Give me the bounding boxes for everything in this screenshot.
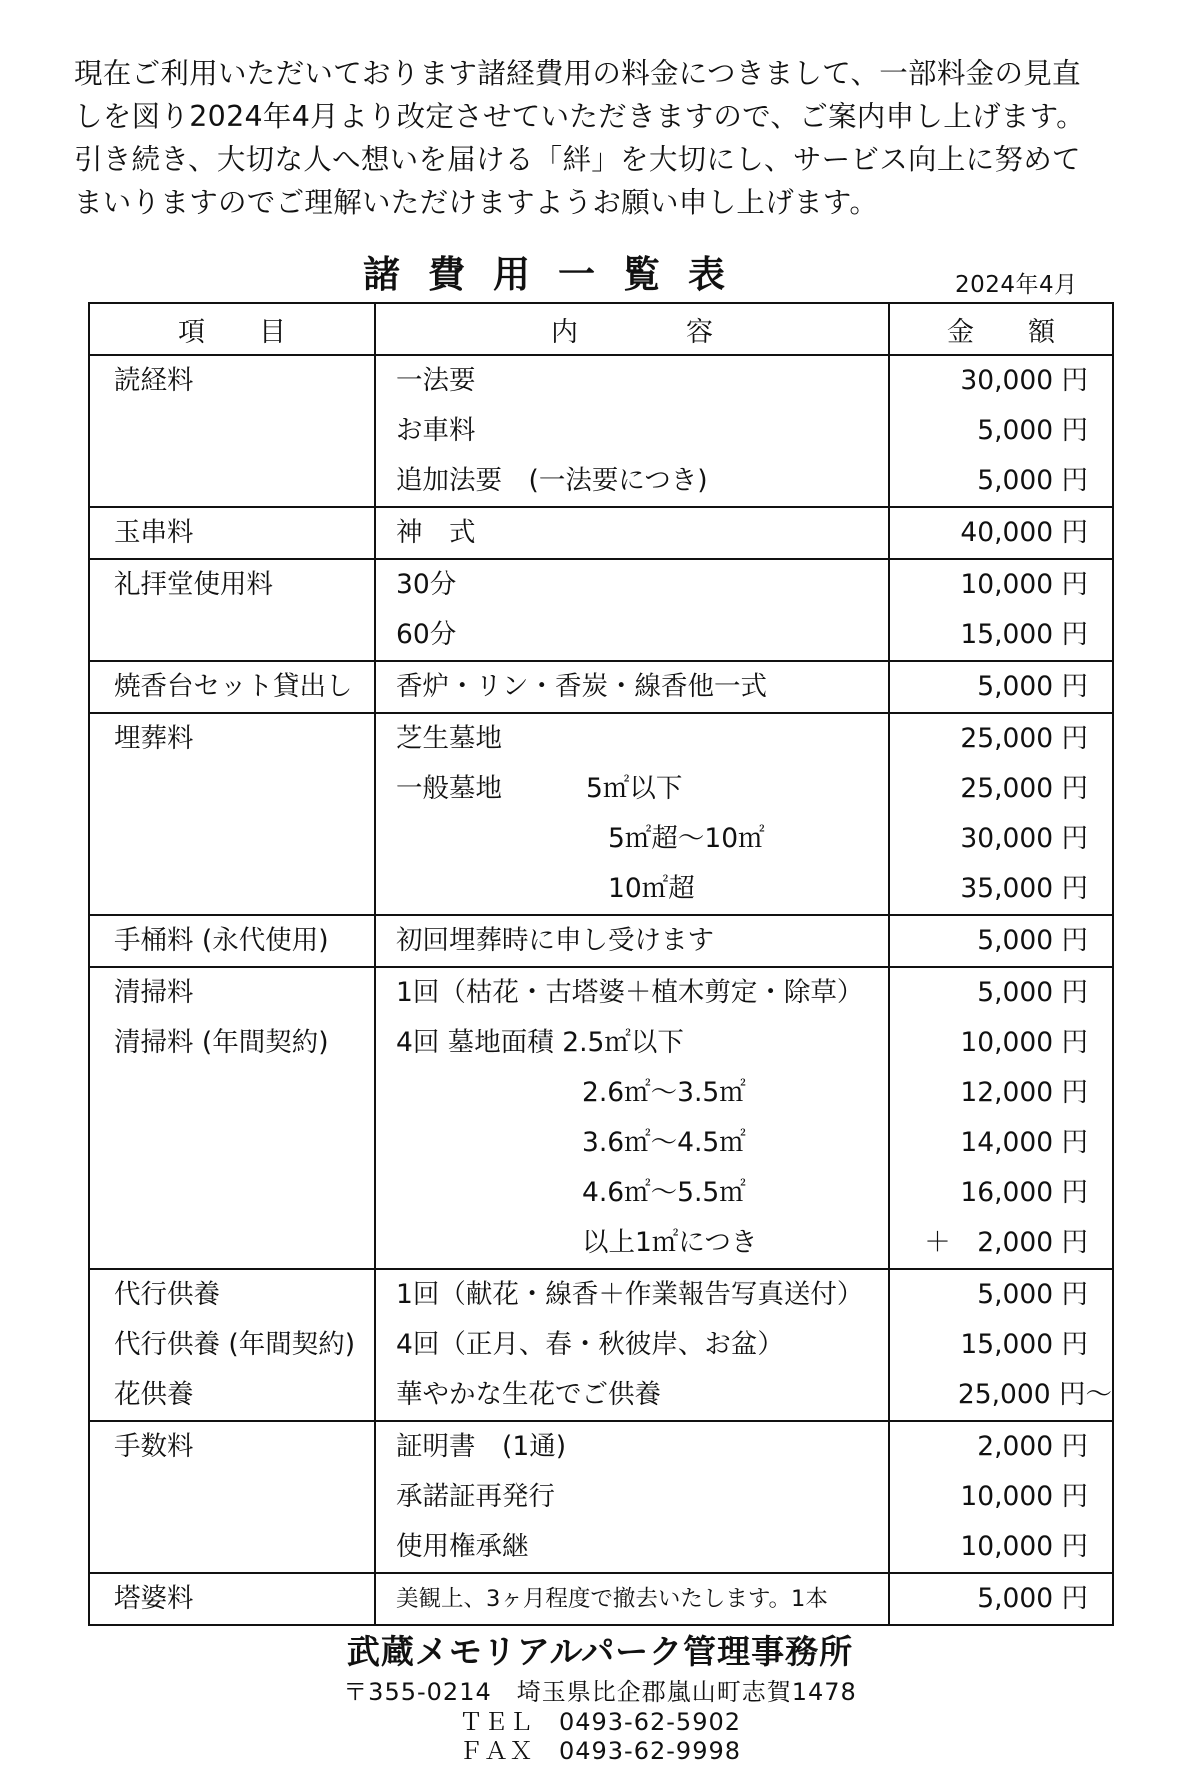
fee-item-label: 代行供養 (年間契約): [114, 1329, 356, 1360]
fee-amount: 30,000 円: [960, 365, 1088, 396]
fee-group: [89, 1269, 1113, 1421]
fee-amount: 5,000 円: [977, 1279, 1088, 1310]
fee-content-cell: [375, 507, 889, 559]
office-tel: ＴＥＬ 0493-62-5902: [458, 1708, 741, 1736]
table-row: [89, 967, 1113, 1269]
intro-line: 引き続き、大切な人へ想いを届ける「絆」を大切にし、サービス向上に努めて: [74, 143, 1081, 176]
fee-amount: 5,000 円: [977, 671, 1088, 702]
fee-amount-cell: [889, 1269, 1113, 1421]
fee-content-line: 華やかな生花でご供養: [396, 1379, 661, 1410]
revision-date: 2024年4月: [955, 272, 1078, 298]
fee-item-label: 清掃料: [114, 977, 194, 1008]
fee-content-main: 一般墓地: [396, 773, 502, 804]
office-name: 武蔵メモリアルパーク管理事務所: [346, 1632, 854, 1671]
fee-amount: 10,000 円: [960, 1481, 1088, 1512]
fee-group: [89, 507, 1113, 559]
fee-amount: 25,000 円: [960, 773, 1088, 804]
fee-amount: 12,000 円: [960, 1077, 1088, 1108]
header-content: 内 容: [375, 303, 889, 355]
office-fax: ＦＡＸ 0493-62-9998: [458, 1737, 741, 1765]
fee-amount: 25,000 円～: [957, 1379, 1112, 1410]
fee-item-cell: [89, 355, 375, 507]
fee-amount: 16,000 円: [960, 1177, 1088, 1208]
fee-item-label: 塔婆料: [114, 1583, 194, 1614]
intro-line: 現在ご利用いただいております諸経費用の料金につきまして、一部料金の見直: [74, 57, 1081, 90]
fee-amount: 40,000 円: [960, 517, 1088, 548]
fee-table-header: [89, 303, 1113, 355]
fee-content-cell: [375, 355, 889, 507]
fee-amount: 25,000 円: [960, 723, 1088, 754]
fee-item-label: 手数料: [114, 1431, 194, 1462]
fee-amount-cell: [889, 559, 1113, 661]
fee-amount: 5,000 円: [977, 977, 1088, 1008]
table-row: [89, 1269, 1113, 1421]
fee-content-line: 証明書 (1通): [396, 1431, 567, 1462]
fee-amount: 35,000 円: [960, 873, 1088, 904]
title-text: 諸費用一覧表: [363, 253, 753, 296]
fee-content-line: 30分: [396, 569, 457, 600]
fee-group: [89, 1573, 1113, 1625]
fee-amount-cell: [889, 713, 1113, 915]
fee-table: [88, 302, 1114, 1626]
fee-amount: 10,000 円: [960, 1027, 1088, 1058]
fee-amount: ＋ 2,000 円: [924, 1227, 1088, 1258]
office-address: 〒355-0214 埼玉県比企郡嵐山町志賀1478: [343, 1678, 857, 1706]
header-item: 項 目: [89, 303, 375, 355]
fee-item-label: 玉串料: [114, 517, 194, 548]
fee-item-cell: [89, 1421, 375, 1573]
fee-group: [89, 915, 1113, 967]
fee-content-cell: [375, 559, 889, 661]
fee-item-label: 代行供養: [114, 1279, 220, 1310]
fee-item-cell: [89, 967, 375, 1269]
fee-content-line: 60分: [396, 619, 457, 650]
fee-content-line: 一法要: [396, 365, 476, 396]
fee-group: [89, 1421, 1113, 1573]
table-row: [89, 661, 1113, 713]
fee-content-sub: 4.6㎡～5.5㎡: [582, 1177, 746, 1208]
fee-content-cell: [375, 1573, 889, 1625]
fee-amount-cell: [889, 1573, 1113, 1625]
fee-amount: 10,000 円: [960, 569, 1088, 600]
fee-content-line: [376, 764, 888, 814]
fee-item-label: 読経料: [114, 365, 194, 396]
table-row: [89, 559, 1113, 661]
fee-content-cell: [375, 967, 889, 1269]
fee-amount: 5,000 円: [977, 415, 1088, 446]
fee-content-line: 芝生墓地: [396, 723, 502, 754]
table-row: [89, 713, 1113, 915]
fee-item-cell: [89, 559, 375, 661]
fee-amount: 15,000 円: [960, 1329, 1088, 1360]
fee-amount-cell: [889, 355, 1113, 507]
fee-group: [89, 967, 1113, 1269]
table-row: [89, 507, 1113, 559]
fee-content-cell: [375, 661, 889, 713]
fee-content-line: 美観上、3ヶ月程度で撤去いたします。1本: [396, 1586, 828, 1612]
fee-content-cell: [375, 1421, 889, 1573]
intro-line: まいりますのでご理解いただけますようお願い申し上げます。: [74, 186, 879, 219]
fee-amount: 5,000 円: [977, 1583, 1088, 1614]
fee-content-cell: [375, 915, 889, 967]
fee-content-line: 初回埋葬時に申し受けます: [396, 925, 714, 956]
table-row: [89, 915, 1113, 967]
fee-content-line: 承諾証再発行: [396, 1481, 555, 1512]
fee-amount: 2,000 円: [977, 1431, 1088, 1462]
header-amount: 金 額: [889, 303, 1113, 355]
fee-item-cell: [89, 1573, 375, 1625]
fee-group: [89, 355, 1113, 507]
fee-content-line: 使用権承継: [396, 1531, 529, 1562]
fee-content-sub: 10㎡超: [608, 873, 695, 904]
fee-content-line: 香炉・リン・香炭・線香他一式: [396, 671, 767, 702]
fee-group: [89, 661, 1113, 713]
fee-content-line: 神 式: [396, 517, 476, 548]
intro-line: しを図り2024年4月より改定させていただきますので、ご案内申し上げます。: [74, 100, 1085, 133]
fee-content-sub: 3.6㎡～4.5㎡: [582, 1127, 746, 1158]
fee-amount: 30,000 円: [960, 823, 1088, 854]
intro-paragraph: [74, 52, 1134, 224]
fee-content-cell: [375, 713, 889, 915]
fee-amount: 14,000 円: [960, 1127, 1088, 1158]
fee-amount-cell: [889, 967, 1113, 1269]
fee-amount-cell: [889, 507, 1113, 559]
fee-content-line: 4回（正月、春・秋彼岸、お盆）: [396, 1329, 784, 1360]
fee-content-line: 1回（献花・線香＋作業報告写真送付）: [396, 1279, 864, 1310]
fee-item-cell: [89, 915, 375, 967]
fee-item-cell: [89, 661, 375, 713]
table-row: [89, 1573, 1113, 1625]
fee-item-label: 花供養: [114, 1379, 194, 1410]
fee-amount-cell: [889, 661, 1113, 713]
fee-item-label: 手桶料 (永代使用): [114, 925, 329, 956]
fee-content-sub: 5㎡以下: [586, 773, 683, 804]
fee-item-cell: [89, 713, 375, 915]
fee-content-sub: 5㎡超～10㎡: [608, 823, 765, 854]
fee-content-sub: 2.6㎡～3.5㎡: [582, 1077, 746, 1108]
fee-group: [89, 713, 1113, 915]
fee-item-cell: [89, 507, 375, 559]
fee-item-label: 清掃料 (年間契約): [114, 1027, 329, 1058]
fee-content-line: 追加法要 (一法要につき): [396, 465, 708, 496]
fee-item-cell: [89, 1269, 375, 1421]
fee-amount: 10,000 円: [960, 1531, 1088, 1562]
fee-amount: 5,000 円: [977, 925, 1088, 956]
fee-content-cell: [375, 1269, 889, 1421]
fee-amount: 15,000 円: [960, 619, 1088, 650]
fee-content-line: 4回 墓地面積 2.5㎡以下: [396, 1027, 684, 1058]
fee-item-label: 埋葬料: [114, 723, 194, 754]
fee-group: [89, 559, 1113, 661]
fee-content-line: 1回（枯花・古塔婆＋植木剪定・除草）: [396, 977, 864, 1008]
fee-amount-cell: [889, 1421, 1113, 1573]
table-row: [89, 1421, 1113, 1573]
fee-item-label: 礼拝堂使用料: [114, 569, 273, 600]
fee-content-sub: 以上1㎡につき: [582, 1227, 758, 1258]
fee-item-label: 焼香台セット貸出し: [114, 671, 353, 702]
fee-amount: 5,000 円: [977, 465, 1088, 496]
table-row: [89, 355, 1113, 507]
fee-content-line: お車料: [396, 415, 476, 446]
fee-amount-cell: [889, 915, 1113, 967]
